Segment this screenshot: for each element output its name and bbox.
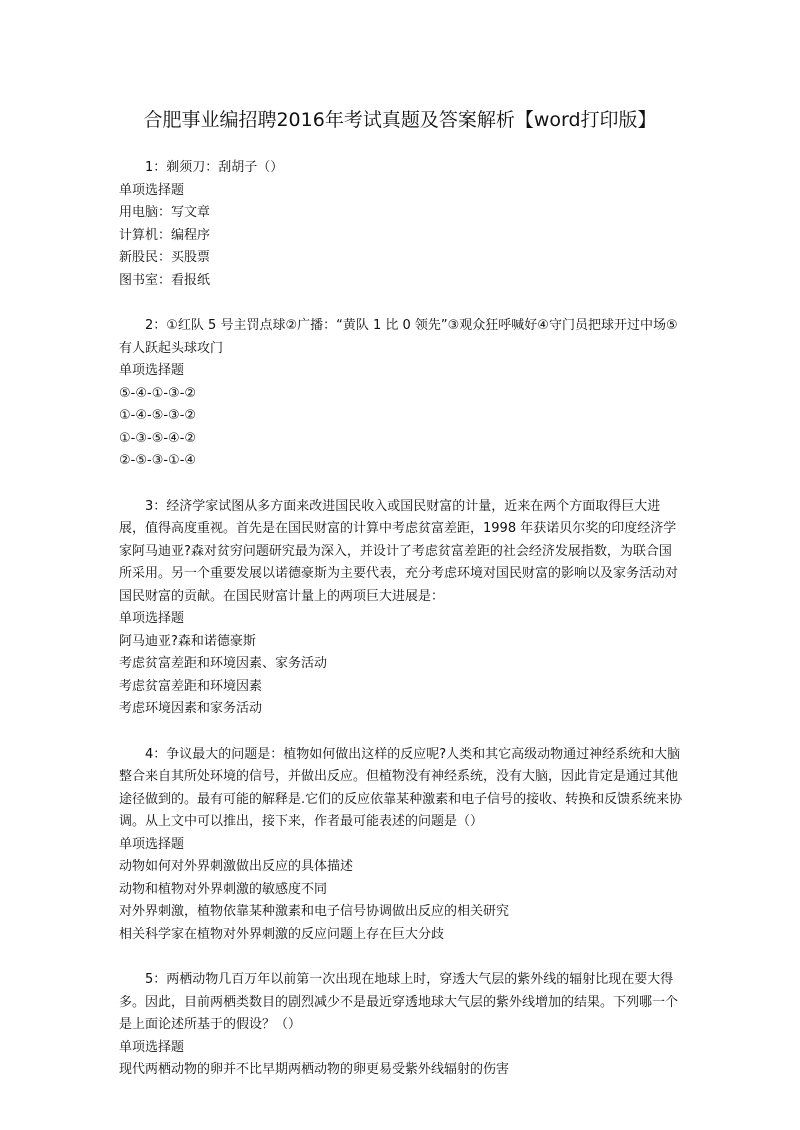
option-a: ⑤-④-①-③-②: [119, 385, 197, 401]
question-type: 单项选择题: [119, 182, 185, 198]
question-type: 单项选择题: [119, 363, 185, 378]
option-d: 考虑环境因素和家务活动: [119, 701, 263, 716]
question-5: [119, 969, 684, 1082]
option-b: 考虑贫富差距和环境因素、家务活动: [119, 656, 328, 671]
question-stem: 2：①红队 5 号主罚点球②广播：“黄队 1 比 0 领先”③观众狂呼喊好④守门员把球开过中场⑤有人跃起头球攻门: [119, 318, 678, 356]
question-1: [119, 157, 684, 292]
question-stem: 5：两栖动物几百万年以前第一次出现在地球上时，穿透大气层的紫外线的辐射比现在要大得多。因此，目前两栖类数目的剧烈减少不是最近穿透地球大气层的紫外线增加的结果。下列哪一个是上面论述所基于的假设？（）: [119, 972, 679, 1032]
question-stem: 3：经济学家试图从多方面来改进国民收入或国民财富的计量，近来在两个方面取得巨大进展，值得高度重视。首先是在国民财富的计算中考虑贫富差距，1998 年获诺贝尔奖的印度经济学家阿马迪亚?森对贫穷问题研究最为深入，并设计了考虑贫富差距的社会经济发展指数，为联合国所采用。另一个重要发展以诺德豪斯为主要代表，充分考虑环境对国民财富的影响以及家务活动对国民财富的贡献。在国民财富计量上的两项巨大进展是：: [119, 498, 679, 604]
question-type: 单项选择题: [119, 1039, 185, 1055]
option-b: 计算机：编程序: [119, 227, 211, 243]
option-d: 图书室：看报纸: [119, 272, 211, 288]
question-type: 单项选择题: [119, 836, 185, 852]
question-stem: 1：剃须刀：刮胡子（）: [145, 160, 284, 175]
option-c: ①-③-⑤-④-②: [119, 430, 197, 446]
option-a: 用电脑：写文章: [119, 205, 211, 220]
document-title: 合肥事业编招聘2016年考试真题及答案解析【word打印版】: [143, 109, 657, 131]
option-d: 相关科学家在植物对外界刺激的反应问题上存在巨大分歧: [119, 926, 445, 942]
question-3: [119, 496, 684, 721]
option-a: 动物如何对外界刺激做出反应的具体描述: [119, 859, 354, 874]
question-4: [119, 744, 684, 947]
option-b: ①-④-⑤-③-②: [119, 408, 197, 423]
question-type: 单项选择题: [119, 611, 185, 626]
option-a: 现代两栖动物的卵并不比早期两栖动物的卵更易受紫外线辐射的伤害: [119, 1062, 510, 1077]
question-2: [119, 315, 684, 473]
option-c: 对外界刺激，植物依靠某种激素和电子信号协调做出反应的相关研究: [119, 904, 510, 919]
option-c: 考虑贫富差距和环境因素: [119, 678, 263, 694]
question-list: [119, 157, 684, 1105]
option-c: 新股民：买股票: [119, 250, 211, 265]
option-a: 阿马迪亚?森和诺德豪斯: [119, 633, 256, 649]
option-b: 动物和植物对外界刺激的敏感度不同: [119, 881, 328, 897]
option-d: ②-⑤-③-①-④: [119, 453, 197, 468]
question-stem: 4：争议最大的问题是：植物如何做出这样的反应呢?人类和其它高级动物通过神经系统和大脑整合来自其所处环境的信号，并做出反应。但植物没有神经系统，没有大脑，因此肯定是通过其他途径做到的。最有可能的解释是.它们的反应依靠某种激素和电子信号的接收、转换和反馈系统来协调。从上文中可以推出，接下来，作者最可能表述的问题是（）: [119, 746, 683, 829]
